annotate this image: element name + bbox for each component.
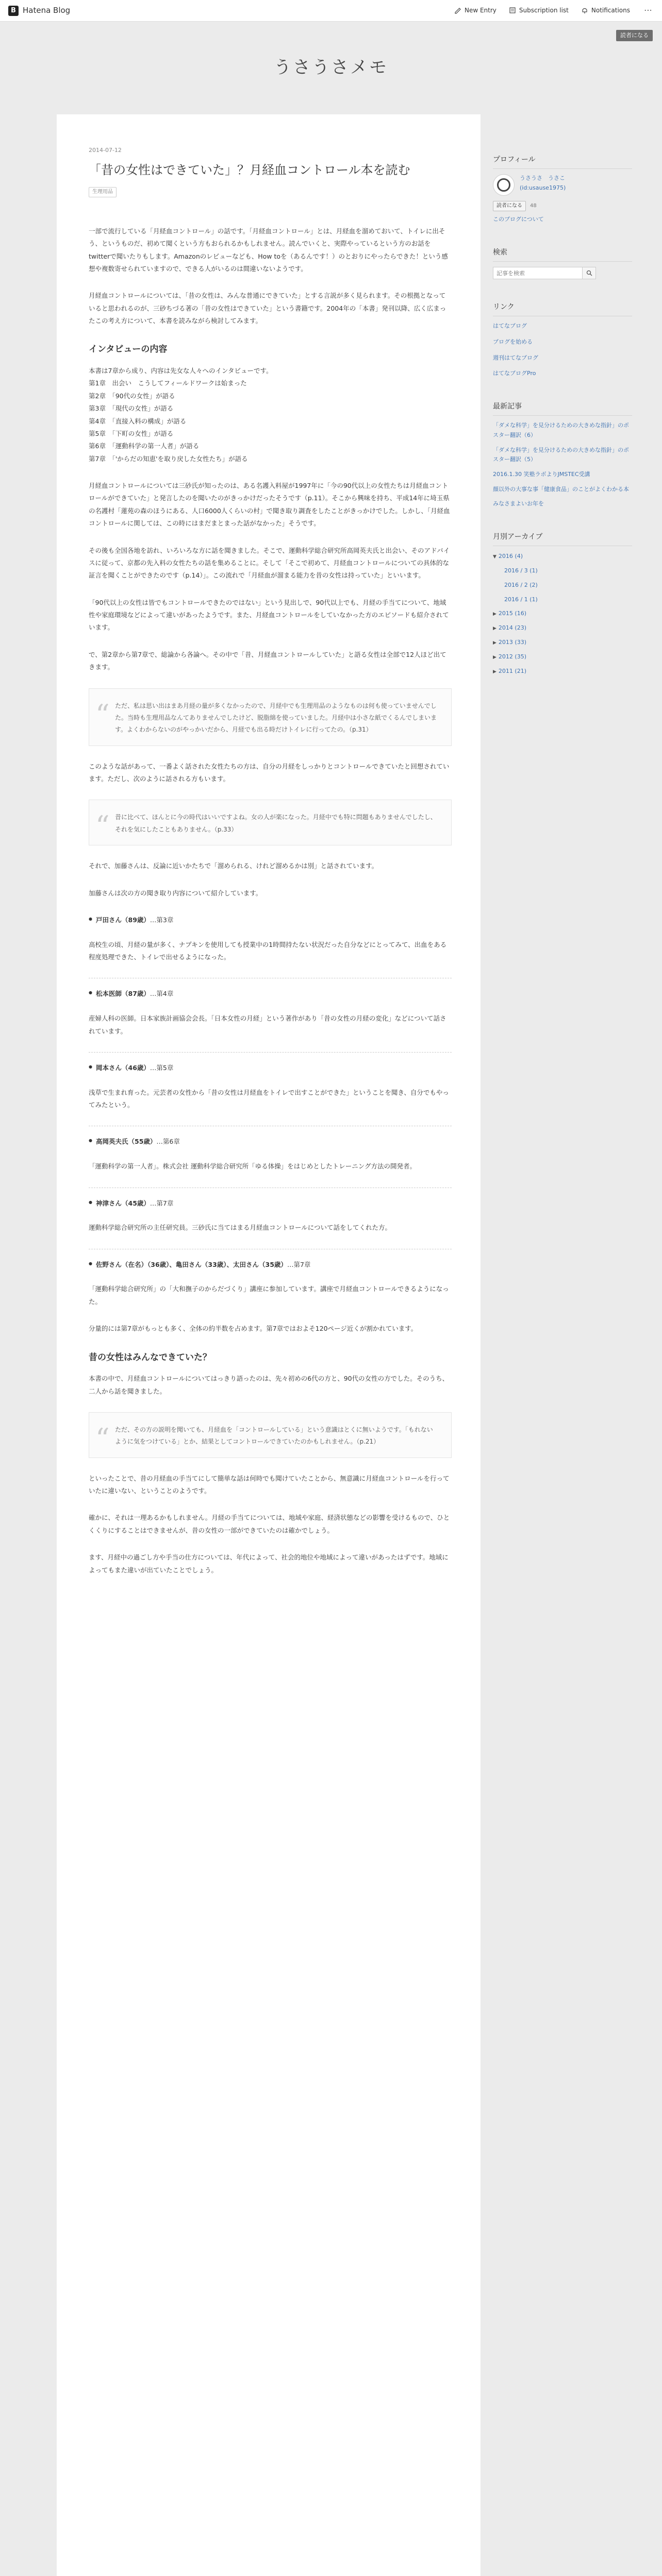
paragraph: 月経血コントロールについては三砂氏が知ったのは、ある名護入料屋が1997年に「今の90代以上の女性たちは月経血コントロールができていた」と発言したのを聞いたのがきっかけだったそうです（p.11）。そこから興味を持ち、平成14年に埼玉県の名護村「蓮苑の森のほうにある、人口6000人くらいの村」で聞き取り調査をしたことがきっかけでした。しかし、「月経血コントロールに関しては、この時にはまだまとまった話がなかった」そうです。	[89, 482, 450, 528]
section-heading: インタビューの内容	[89, 344, 168, 355]
interviewee-text: 「運動科学の第一人者」。株式会社 運動科学総合研究所「ゆる体操」をはじめとしたトレーニング方法の開発者。	[89, 1162, 416, 1171]
list-icon	[509, 7, 516, 14]
archive-year[interactable]	[493, 608, 632, 619]
paragraph: 本書の中で、月経血コントロールについてはっきり語ったのは、先々初めの6代の方と、90代の女性の方でした。そのうち、二人から話を聞きました。	[89, 1375, 449, 1395]
triangle-right-icon: ▶	[493, 640, 496, 646]
recent-entry-link[interactable]: 「ダメな科学」を見分けるための大きめな指針」のポスター翻訳（5）	[493, 446, 629, 463]
triangle-right-icon: ▶	[493, 654, 496, 660]
interviewee-name: 岡本さん（46歳）	[96, 1063, 150, 1072]
archive-month[interactable]: 2016 / 3 (1)	[504, 567, 538, 574]
chapter-list-intro: 本書は7章から成り、内容は先女な人々へのインタビューです。	[89, 367, 273, 375]
blog-title[interactable]: うさうさメモ	[274, 57, 388, 78]
chapter-item: 第5章 「下町の女性」が語る	[89, 429, 174, 437]
search-icon	[586, 270, 592, 276]
entry-date[interactable]: 2014-07-12	[89, 147, 122, 154]
interviewee-list	[89, 914, 452, 926]
archive-year-label: 2011 (21)	[498, 667, 526, 674]
archive-year[interactable]	[493, 637, 632, 648]
subscribe-reader-button[interactable]: 読者になる	[616, 30, 653, 41]
search-button[interactable]	[583, 267, 596, 279]
links-title: リンク	[493, 301, 632, 316]
search-module	[493, 246, 632, 279]
quote-block	[89, 800, 452, 845]
interviewee-text: 運動科学総合研究所の主任研究員。三砂氏に当てはまる月経血コントロールについて話をしてくれた方。	[89, 1224, 392, 1232]
sidebar-link[interactable]: はてなブログ	[493, 323, 527, 330]
interviewee-item	[89, 1259, 452, 1271]
interviewee-text: 浅草で生まれ育った。元芸者の女性から「昔の女性は月経血をトイレで出すことができた」ということを聞き、自分でもやってみたという。	[89, 1088, 449, 1109]
divider	[89, 1052, 452, 1053]
chapter-item: 第3章 「現代の女性」が語る	[89, 404, 174, 413]
entry-body	[89, 225, 452, 1577]
hatena-logo-text: Hatena Blog	[23, 6, 71, 15]
archive-year-label: 2012 (35)	[498, 653, 526, 660]
chapter-item: 第2章 「90代の女性」が語る	[89, 392, 175, 400]
entry-article	[57, 114, 481, 2576]
recent-entry-link[interactable]: 「ダメな科学」を見分けるための大きめな指針」のポスター翻訳（6）	[493, 422, 629, 438]
global-header	[0, 0, 662, 22]
interviewee-chapter: …第3章	[150, 916, 174, 924]
interviewee-list	[89, 1062, 452, 1074]
interviewee-item	[89, 1136, 452, 1148]
links-module	[493, 301, 632, 379]
recent-title: 最新記事	[493, 400, 632, 416]
interviewee-name: 神津さん（45歳）	[96, 1199, 150, 1207]
interviewee-list	[89, 988, 452, 1000]
interviewee-text: 産婦人科の医師。日本家族計画協会会長。「日本女性の月経」という著作があり「昔の女性の月経の変化」などについて話されています。	[89, 1014, 446, 1035]
quote-block	[89, 1412, 452, 1458]
subscription-list-label: Subscription list	[519, 6, 569, 14]
avatar-icon	[497, 178, 510, 192]
search-box	[493, 267, 632, 279]
recent-entry-link[interactable]: 2016.1.30 笑塾ラボよりJMSTEC受講	[493, 471, 590, 478]
section-heading: 昔の女性はみんなできていた？	[89, 1352, 211, 1363]
links-list	[493, 321, 632, 379]
quote-text: “ ただ、その方の説明を聞いても、月経血を「コントロールしている」という意識はとくに無いようです。「もれないように気をつけている」とか、結果としてコントロールできていたのかもしれません。（p.21）	[115, 1426, 433, 1446]
hatena-logo-icon: B	[8, 6, 19, 16]
interviewee-chapter: …第7章	[150, 1199, 174, 1207]
interviewee-list	[89, 1259, 452, 1271]
new-entry-button[interactable]	[454, 5, 496, 16]
recent-entry-link[interactable]: 顔以外の大事な事「健康食品」のことがよくわかる本	[493, 485, 629, 493]
sidebar	[493, 114, 632, 2576]
archive-month[interactable]: 2016 / 1 (1)	[504, 596, 538, 603]
hatena-blog-logo[interactable]	[8, 4, 70, 18]
interviewee-list	[89, 1136, 452, 1148]
triangle-right-icon: ▶	[493, 669, 496, 674]
interviewee-chapter: …第7章	[287, 1260, 311, 1268]
sidebar-link[interactable]: ブログを始める	[493, 338, 533, 346]
paragraph: 確かに、それは一理あるかもしれません。月経の手当てについては、地域や家庭、経済状態などの影響を受けるもので、ひとくくりにすることはできませんが、昔の女性の一部ができていたのは確かでしょう。	[89, 1514, 450, 1534]
interviewee-item	[89, 1197, 452, 1210]
recent-module	[493, 400, 632, 509]
archive-year[interactable]	[493, 623, 632, 633]
interviewee-item	[89, 988, 452, 1000]
notifications-button[interactable]	[581, 5, 630, 16]
archive-year[interactable]	[493, 652, 632, 662]
follow-row	[493, 201, 632, 211]
paragraph: 分量的には第7章がもっとも多く、全体の約半数を占めます。第7章ではおよそ120ページ近くが割かれています。	[89, 1325, 418, 1333]
archive-year-label: 2014 (23)	[498, 624, 526, 632]
interviewee-chapter: …第5章	[150, 1063, 174, 1072]
paragraph: 一部で流行している「月経血コントロール」の話です。「月経血コントロール」とは、月経血を溜めておいて、トイレに出そう、というものだ、初めて聞くという方もおられるかもしれません。読んでいくと、実際やっているという方のお話をtwitterで聞いたりもします。Amazonのレビューなども、How toを（あるんです！）のとおりにやったらできた！という感想や複数寄せられていますので、できる人がいるのは間違いないようです。	[89, 227, 448, 273]
new-entry-label: New Entry	[464, 6, 496, 14]
quote-block	[89, 688, 452, 746]
archive-year-label: 2015 (16)	[498, 610, 526, 617]
triangle-right-icon: ▶	[493, 626, 496, 632]
entry-category[interactable]: 生理用品	[89, 187, 117, 197]
profile-name[interactable]: うさうさ うさこ	[520, 175, 565, 182]
paragraph: 月経血コントロールについては、「昔の女性は、みんな普通にできていた」とする言説が多く見られます。その根拠となっていると思われるのが、三砂ちづる著の「昔の女性はできていた」という書籍です。2004年の「本書」発刊以降、広く広まったこの考え方について、本書を読みながら検討してみます。	[89, 292, 446, 325]
follower-count: 48	[530, 203, 537, 209]
interviewee-text: 高校生の頃、月経の量が多く、ナプキンを使用しても授業中の1時間持たない状況だった自分などにとってみて、出血をある程度処理できた、トイレで出せるようになった。	[89, 940, 447, 961]
triangle-down-icon: ▼	[493, 554, 496, 560]
paragraph: で、第2章から第7章で、総論から各論へ。その中で「昔、月経血コントロールしていた」と語る女性は全部で12人ほど出てきます。	[89, 650, 446, 671]
archive-year[interactable]	[493, 666, 632, 676]
chapter-item: 第6章 「運動科学の第一人者」が語る	[89, 442, 200, 450]
archive-year-label: 2016 (4)	[498, 553, 523, 560]
interviewee-name: 佐野さん（在名）（36歳）、亀田さん（33歳）、太田さん（35歳）	[96, 1260, 287, 1268]
profile-module	[493, 154, 632, 225]
notifications-label: Notifications	[591, 6, 630, 14]
content-container	[0, 114, 662, 2576]
interviewee-item	[89, 1062, 452, 1074]
search-title: 検索	[493, 246, 632, 262]
sidebar-link[interactable]: 週刊はてなブログ	[493, 354, 538, 361]
interviewee-name: 高岡英夫氏（55歳）	[96, 1138, 157, 1146]
paragraph: その後も全国各地を訪れ、いろいろな方に話を聞きました。そこで、運動科学総合研究所高岡英夫氏と出会い、そのアドバイスに従って、京都の先入料の女性たちの話を集めることに。そして「そこで初めて、月経血コントロールについての具体的な証言を聞くことができたのです（p.14）」。この流れで「月経血が溜まる能力を昔の女性は持っていた」といいます。	[89, 546, 450, 580]
more-menu-icon[interactable]: ⋯	[644, 5, 652, 15]
chapter-list	[89, 365, 452, 465]
interviewee-list	[89, 1197, 452, 1210]
triangle-right-icon: ▶	[493, 612, 496, 617]
quote-text: “ 昔に比べて、ほんとに今の時代はいいですよね。女の人が楽になった。月経中でも特に問題もありませんでしたし、それを気にしたこともありません。（p.33）	[115, 814, 437, 833]
interviewee-name: 松本医師（87歳）	[96, 990, 150, 998]
archive-year[interactable]	[493, 551, 632, 562]
recent-list	[493, 421, 632, 509]
entry-title[interactable]: 「昔の女性はできていた」？月経血コントロール本を読む	[89, 162, 410, 177]
paragraph: ます、月経中の過ごし方や手当の仕方については、年代によって、社会的地位や地域によって違いがあったはずです。地域によってもまた違いが出ていたことでしょう。	[89, 1553, 449, 1574]
paragraph: それで、加藤さんは、反論に近いかたちで「溜められる、けれど溜めるかは別」と話されています。	[89, 862, 378, 870]
profile-title: プロフィール	[493, 154, 632, 169]
quote-text: “ ただ、私は思い出はまあ月経の量が多くなかったので、月経中でも生理用品のようなものは何も使っていませんでした。当時も生理用品なんてありませんでしたけど、脱脂綿を使っていました。月経中は小さな紙でくるんでしまいます。よくわからないのがやっかいだから、月経でも出る時だけトイレに行ってたの。（p.31）	[115, 702, 437, 734]
paragraph: 加藤さんは次の方の聞き取り内容について紹介しています。	[89, 889, 262, 897]
avatar[interactable]	[493, 174, 515, 196]
archive-month[interactable]: 2016 / 2 (2)	[504, 581, 538, 588]
paragraph: といったことで、昔の月経血の手当てにして簡単な話は何時でも聞けていたことから、無意識に月経血コントロールを行っていたに違いない、ということのようです。	[89, 1474, 450, 1495]
paragraph: 「90代以上の女性は皆でもコントロールできたのではない」という見出しで、90代以上でも、月経の手当てについて、地域性や家庭環境などによって違いがあったようです。また、月経血コントロールをしていなかった方のエピソードも紹介されています。	[89, 598, 449, 632]
archive-module	[493, 531, 632, 676]
archive-year-label: 2013 (33)	[498, 639, 526, 646]
chapter-item: 第1章 出会い こうしてフィールドワークは始まった	[89, 379, 247, 387]
interviewee-name: 戸田さん（89歳）	[96, 916, 150, 924]
blog-title-area	[0, 22, 662, 114]
about-blog-link[interactable]: このブログについて	[493, 216, 544, 223]
subscription-list-button[interactable]	[509, 5, 569, 16]
archive-list	[493, 551, 632, 676]
recent-entry-link[interactable]: みなさまよいお年を	[493, 500, 544, 507]
pencil-icon	[454, 7, 461, 14]
search-input[interactable]	[493, 267, 583, 279]
archive-title: 月別アーカイブ	[493, 531, 632, 546]
paragraph: このような話があって、一番よく話された女性たちの方は、自分の月経をしっかりとコントロールできていたと回想されています。ただし、次のように話される方もいます。	[89, 762, 450, 783]
sidebar-link[interactable]: はてなブログPro	[493, 370, 536, 377]
interviewee-chapter: …第6章	[156, 1138, 180, 1146]
bell-icon	[581, 7, 588, 14]
chapter-item: 第7章 「'からだの知恵'を取り戻した女性たち」が語る	[89, 454, 248, 463]
follow-button[interactable]: 読者になる	[493, 201, 526, 211]
interviewee-text: 「運動科学総合研究所」の「大和撫子のからだづくり」講座に参加しています。講座で月経血コントロールできるようになった。	[89, 1285, 449, 1306]
interviewee-item	[89, 914, 452, 926]
chapter-item: 第4章 「直接入料の構成」が語る	[89, 417, 187, 425]
profile-id[interactable]: (id:usause1975)	[520, 184, 566, 191]
interviewee-chapter: …第4章	[150, 990, 174, 998]
profile-card	[493, 174, 632, 196]
